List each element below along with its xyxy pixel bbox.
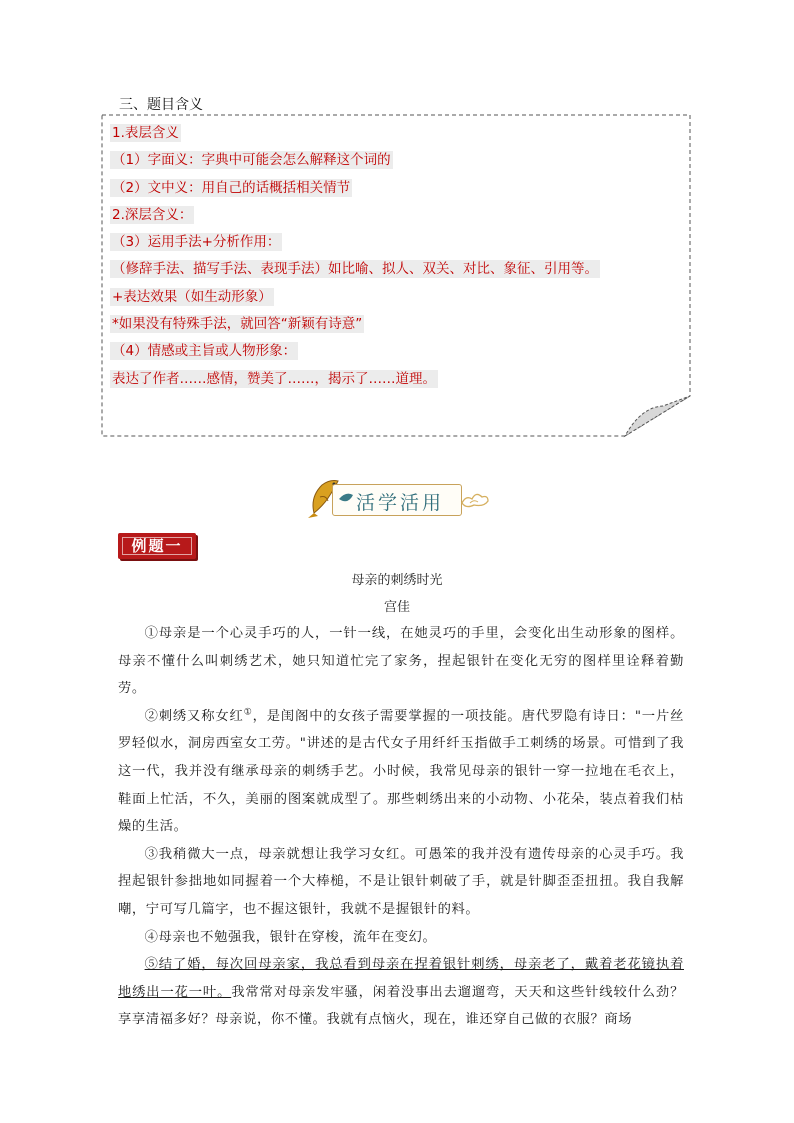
note-line: *如果没有特殊手法，就回答“新颖有诗意”: [112, 316, 363, 333]
underlined-sentence: ⑤结了婚，每次回母亲家，我总看到母亲在捏着银针刺绣，母亲老了，戴着老花镜执着地绣出一花一叶。: [118, 957, 684, 1000]
paragraph-4: ④母亲也不勉强我，银针在穿梭，流年在变幻。: [144, 929, 437, 945]
note-line: 表达了作者……感情，赞美了……，揭示了……道理。: [112, 370, 436, 387]
section-title: 三、题目含义: [119, 97, 203, 113]
note-line: （1）字面义：字典中可能会怎么解释这个词的: [112, 152, 391, 169]
paragraph-5: ⑤结了婚，每次回母亲家，我总看到母亲在捏着银针刺绣，母亲老了，戴着老花镜执着地绣出一花一叶。我常常对母亲发牢骚，闲着没事出去遛遛弯，天天和这些针线较什么劲？享享清福多好？母亲说，你不懂。我就有点恼火，现在，谁还穿自己做的衣服？商场: [118, 957, 684, 1028]
leaf-icon: [336, 489, 356, 509]
note-line: （3）运用手法+分析作用：: [112, 234, 281, 251]
article-title: 母亲的刺绣时光: [351, 573, 443, 588]
note-line: 2.深层含义：: [112, 206, 193, 223]
cloud-icon: [460, 489, 490, 511]
notes-box: [101, 114, 691, 437]
paragraph-3: ③我稍微大一点，母亲就想让我学习女红。可愚笨的我并没有遗传母亲的心灵手巧。我捏起银针参拙地如同握着一个大棒槌，不是让银针刺破了手，就是针脚歪歪扭扭。我自我解嘲，宁可写几篇字，也不握这银针，我就不是握银针的料。: [118, 846, 684, 917]
note-line: 1.表层含义: [112, 125, 179, 141]
banner-text: 活学活用: [356, 492, 445, 514]
page-curl-icon: [625, 396, 690, 436]
notes-lines: [110, 120, 680, 393]
article-body: [118, 620, 684, 1034]
banner: [306, 475, 490, 519]
note-line: （2）文中义：用自己的话概括相关情节: [112, 179, 351, 196]
note-line: （修辞手法、描写手法、表现手法）如比喻、拟人、双关、对比、象征、引用等。: [112, 261, 598, 278]
paragraph-2: ②刺绣又称女红①，是闺阁中的女孩子需要掌握的一项技能。唐代罗隐有诗日："一片丝罗轻似水，洞房西室女工劳。"讲述的是古代女子用纤纤玉指做手工刺绣的场景。可惜到了我这一代，我并没有继承母亲的刺绣手艺。小时候，我常见母亲的银针一穿一拉地在毛衣上，鞋面上忙活，不久，美丽的图案就成型了。那些刺绣出来的小动物、小花朵，装点着我们枯燥的生活。: [118, 707, 685, 835]
example-badge: 例题一: [118, 533, 196, 559]
paragraph-1: ①母亲是一个心灵手巧的人，一针一线，在她灵巧的手里，会变化出生动形象的图样。母亲不懂什么叫刺绣艺术，她只知道忙完了家务，捏起银针在变化无穷的图样里诠释着勤劳。: [118, 626, 684, 697]
note-line: +表达效果（如生动形象）: [112, 288, 272, 305]
note-line: （4）情感或主旨或人物形象：: [112, 343, 297, 360]
article-author: 宫佳: [383, 600, 410, 615]
footnote-marker: ①: [243, 707, 253, 718]
